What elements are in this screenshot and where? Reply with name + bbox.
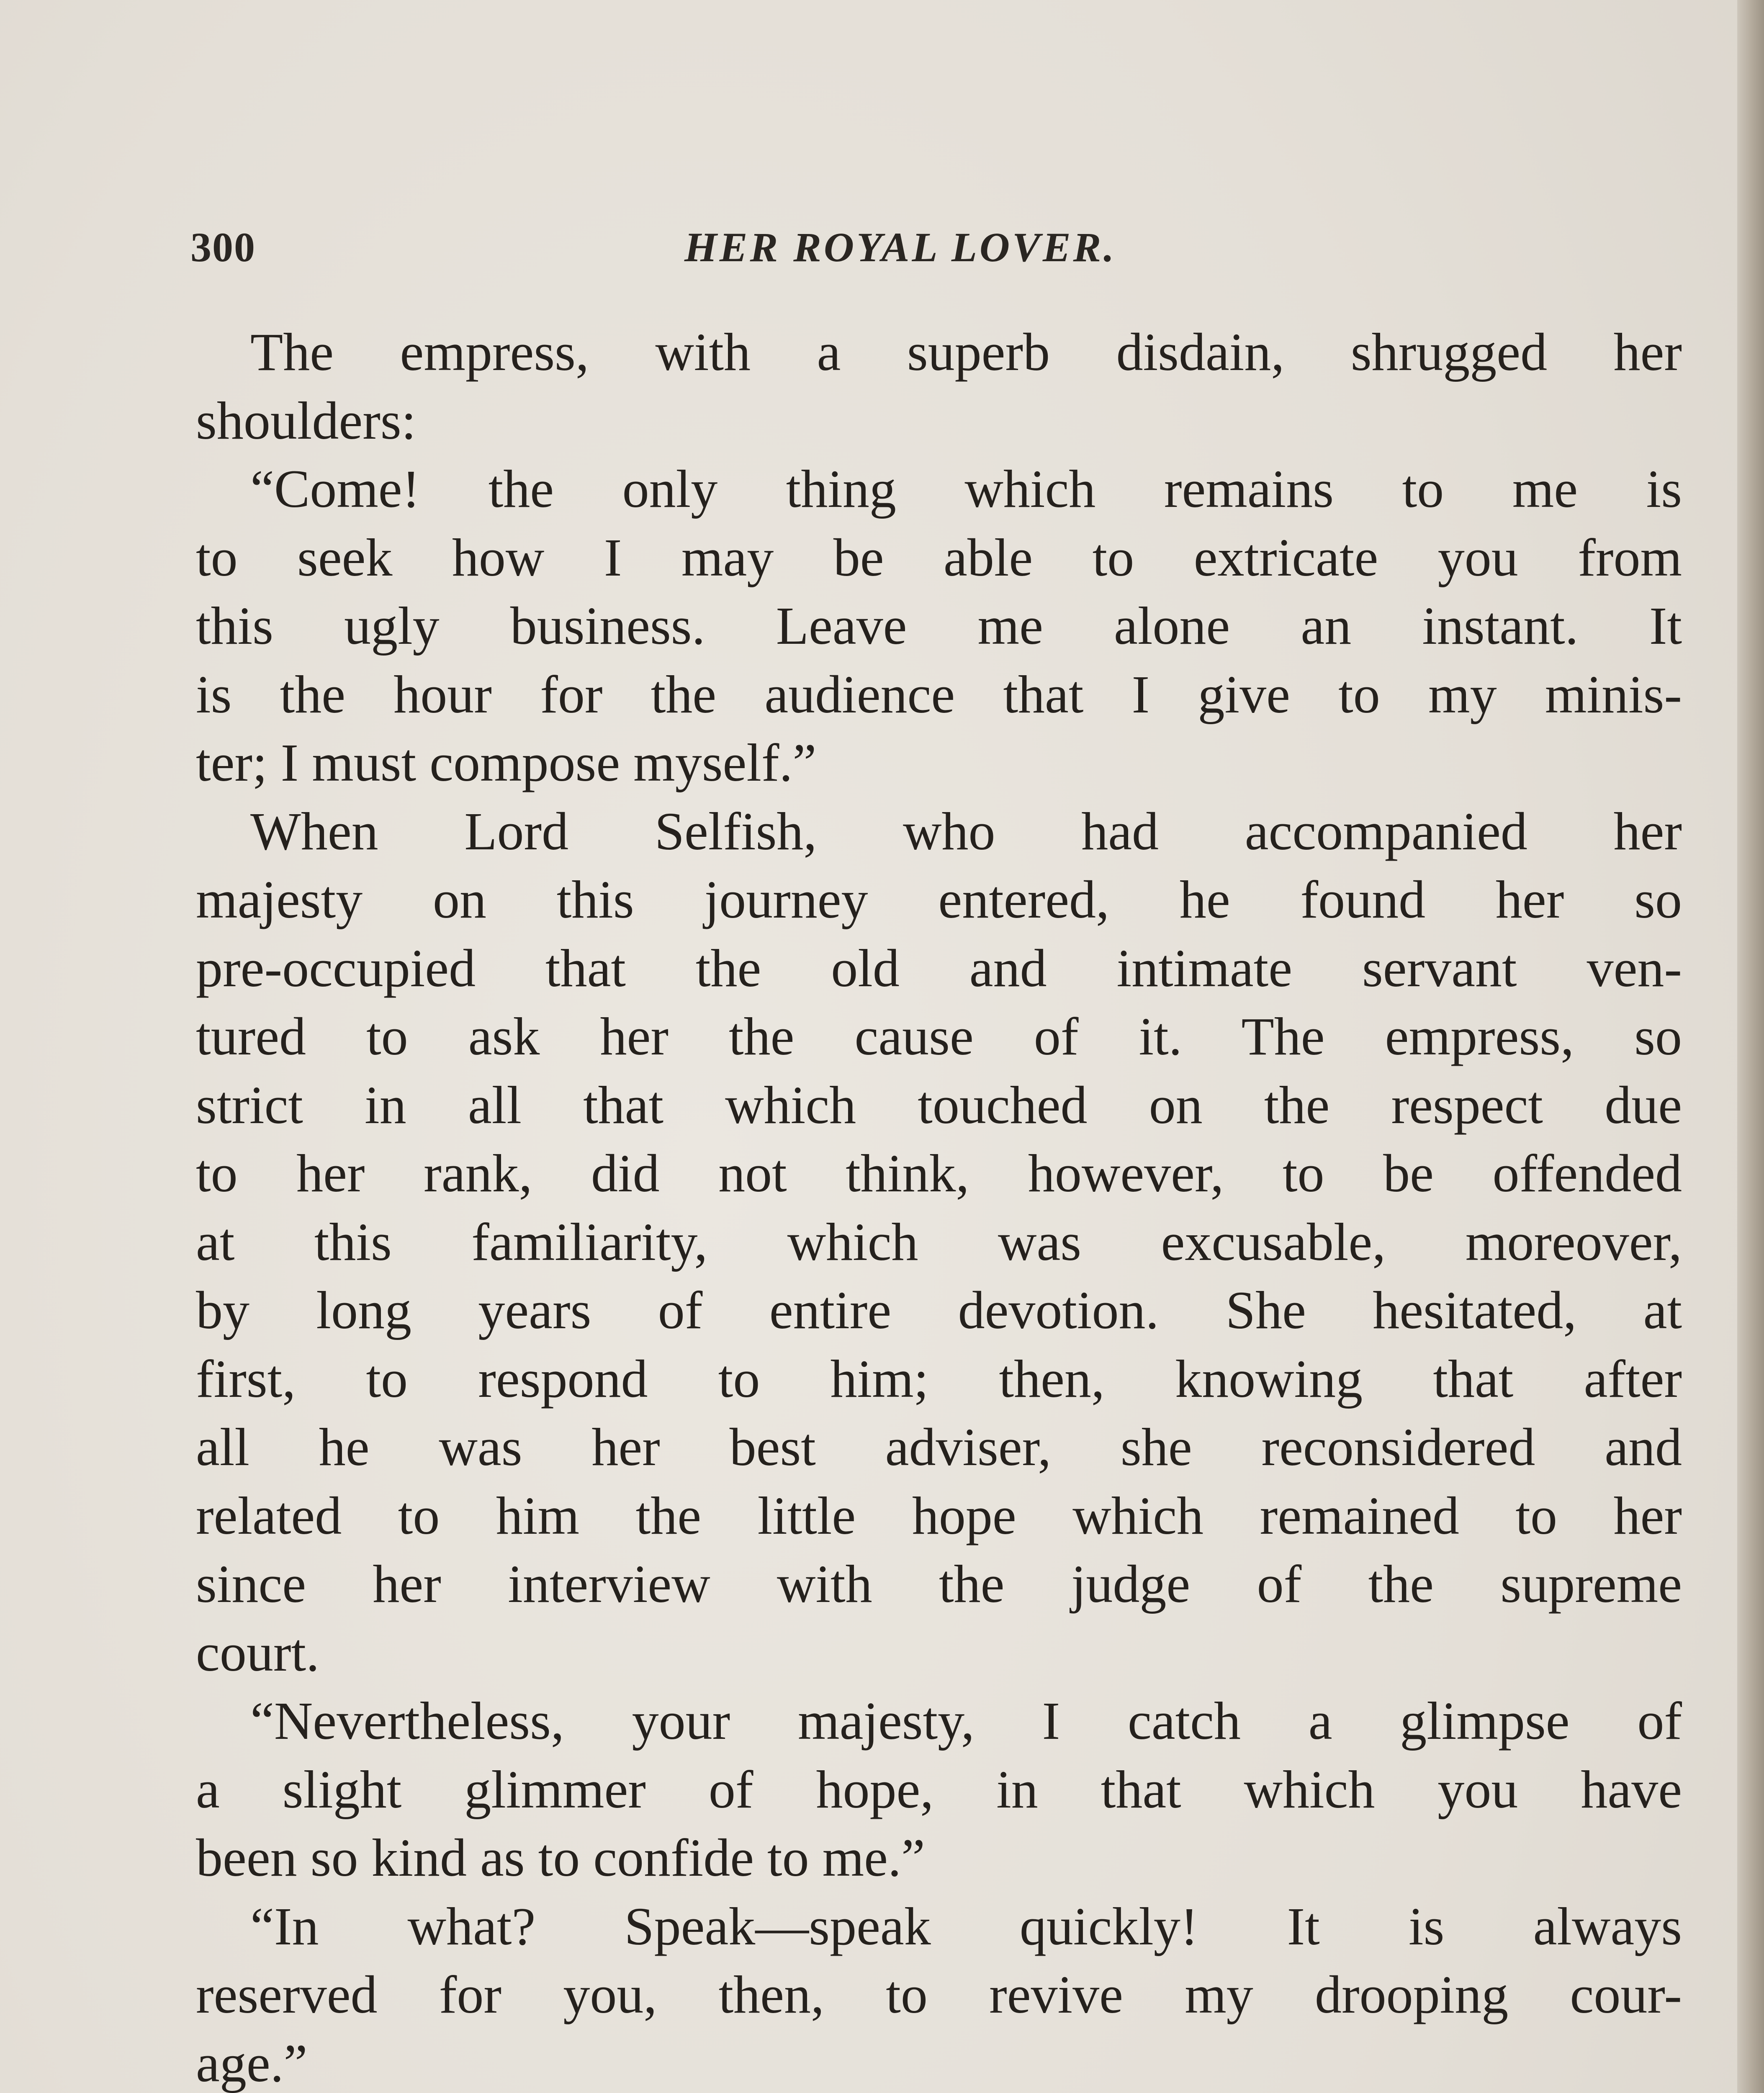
text-line: a slight glimmer of hope, in that which you have (196, 1759, 1682, 1819)
text-line: to seek how I may be able to extricate you from (196, 527, 1682, 587)
text-line: court. (196, 1622, 319, 1682)
text-line: at this familiarity, which was excusable, moreover, (196, 1212, 1682, 1272)
paragraph (196, 455, 1682, 797)
paragraph (196, 318, 1682, 455)
text-line: tured to ask her the cause of it. The empress, so (196, 1007, 1682, 1066)
text-line: is the hour for the audience that I give to my minis- (196, 664, 1682, 724)
page-header (190, 220, 1681, 270)
text-line: reserved for you, then, to revive my drooping cour- (196, 1965, 1682, 2024)
text-line: by long years of entire devotion. She hesitated, at (196, 1280, 1682, 1340)
page-number: 300 (190, 224, 256, 270)
text-line: majesty on this journey entered, he found her so (196, 870, 1682, 929)
text-line: “Nevertheless, your majesty, I catch a glimpse of (250, 1691, 1682, 1751)
text-line: When Lord Selfish, who had accompanied her (250, 801, 1682, 861)
text-line: ter; I must compose myself.” (196, 733, 817, 792)
page-edge (1737, 0, 1764, 2093)
text-line: The empress, with a superb disdain, shrugged her (250, 322, 1682, 382)
text-line: to her rank, did not think, however, to be offended (196, 1144, 1682, 1203)
paragraph (196, 1687, 1682, 1892)
text-line: strict in all that which touched on the respect due (196, 1075, 1682, 1135)
text-line: age.” (196, 2033, 308, 2093)
text-line: related to him the little hope which remained to her (196, 1486, 1682, 1545)
text-line: first, to respond to him; then, knowing that after (196, 1349, 1682, 1409)
running-title: HER ROYAL LOVER. (684, 224, 1117, 270)
paragraph (196, 797, 1682, 1687)
text-line: since her interview with the judge of the supreme (196, 1554, 1682, 1614)
text-line: “In what? Speak—speak quickly! It is always (250, 1896, 1682, 1956)
paragraph (196, 1892, 1682, 2093)
text-line: this ugly business. Leave me alone an instant. It (196, 596, 1682, 656)
text-line: been so kind as to confide to me.” (196, 1828, 925, 1887)
body-text (196, 318, 1682, 2093)
text-line: pre-occupied that the old and intimate servant ven- (196, 938, 1682, 998)
text-line: “Come! the only thing which remains to me is (250, 459, 1682, 519)
text-line: shoulders: (196, 391, 417, 450)
text-line: all he was her best adviser, she reconsidered and (196, 1417, 1682, 1477)
